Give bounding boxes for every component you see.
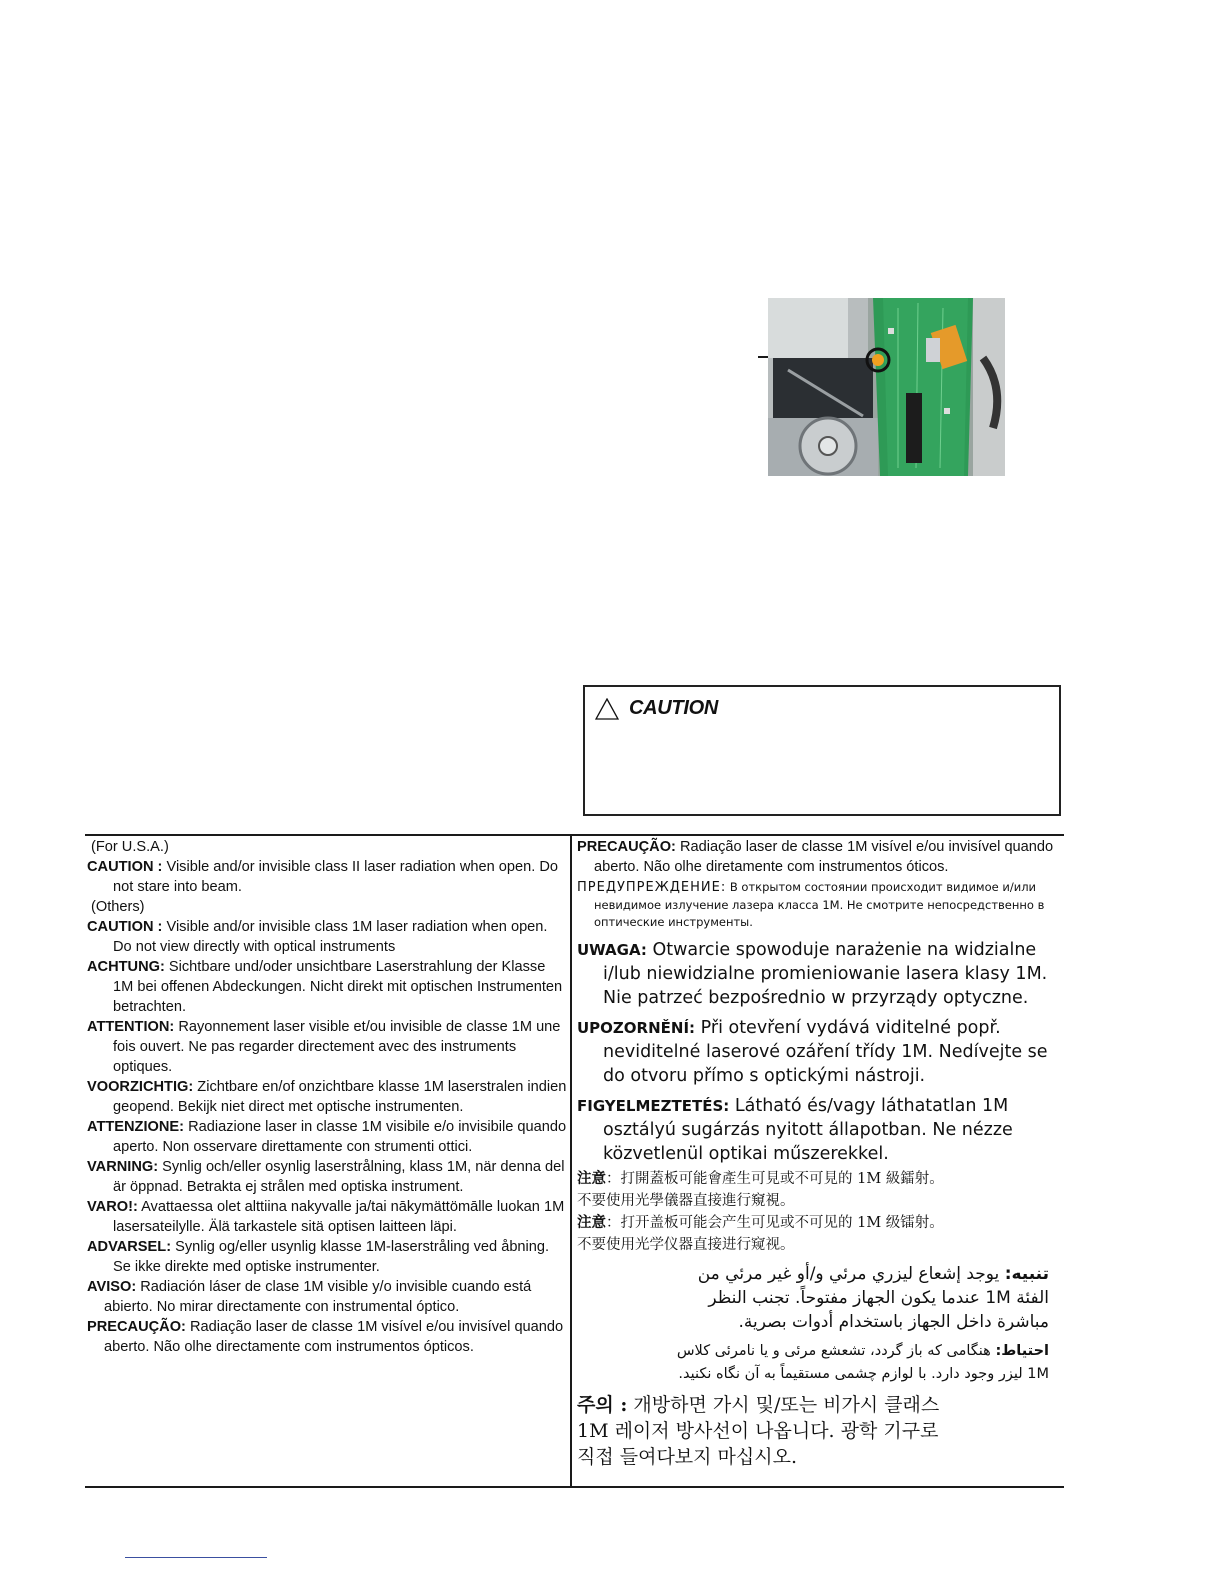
warning-ar <box>577 1262 1063 1334</box>
warning-triangle-icon <box>595 698 619 720</box>
warning-nl: VOORZICHTIG: Zichtbare en/of onzichtbare klasse 1M laserstralen indien geopend. Bekijk niet direct met optische instrumenten. <box>87 1079 567 1115</box>
warning-ko-line2: 1M 레이저 방사선이 나옵니다. 광학 기구로 <box>577 1419 939 1442</box>
table-top-rule <box>85 834 1064 836</box>
left-warning-column <box>87 837 567 1357</box>
warning-fa <box>577 1340 1063 1386</box>
warning-pt-br: PRECAUÇÃO: Radiação laser de classe 1M visível e/ou invisível quando aberto. Não olhe diretamente com instrumentos óticos. <box>577 839 1054 875</box>
warning-es: AVISO: Radiación láser de clase 1M visible y/o invisible cuando está abierto. No mirar directamente con instrumental óptico. <box>87 1279 532 1315</box>
warning-ar-line3: مباشرة داخل الجهاز باستخدام أدوات بصرية. <box>738 1311 1049 1332</box>
footer-link-underline <box>125 1557 267 1558</box>
warning-ru: ПРЕДУПРЕЖДЕНИЕ: В открытом состоянии происходит видимое и/или невидимое излучение лазера класса 1М. Не смотрите непосредственно в оптические инструменты. <box>577 880 1045 929</box>
warning-en: CAUTION : Visible and/or invisible class 1M laser radiation when open. Do not view directly with optical instruments <box>87 919 548 955</box>
warning-sv: VARNING: Synlig och/eller osynlig laserstrålning, klass 1M, när denna del är öppnad. Betrakta ej strålen med optiska instrument. <box>87 1159 565 1195</box>
warning-ko-line1: 주의 : 개방하면 가시 및/또는 비가시 클래스 <box>577 1393 940 1416</box>
warning-hu: FIGYELMEZTETÉS: Látható és/vagy láthatatlan 1M osztályú sugárzás nyitott állapotban. Ne nézze közvetlenül optikai műszerekkel. <box>577 1095 1013 1164</box>
warning-it: ATTENZIONE: Radiazione laser in classe 1M visibile e/o invisibile quando aperto. Non osservare direttamente con strumenti ottici. <box>87 1119 567 1155</box>
warning-fa-line2: 1M لیزر وجود دارد. با لوازم چشمی مستقیماً به آن نگاه نکنید. <box>678 1365 1049 1382</box>
warning-ko-line3: 직접 들여다보지 마십시오. <box>577 1445 798 1468</box>
table-column-divider <box>570 834 572 1488</box>
warning-pl: UWAGA: Otwarcie spowoduje narażenie na widzialne i/lub niewidzialne promieniowanie lasera klasy 1M. Nie patrzeć bezpośrednio w przyrządy optyczne. <box>577 939 1048 1008</box>
warning-zh-cn-line2: 不要使用光学仪器直接进行窥视。 <box>577 1236 795 1253</box>
warning-fa-line1: احتياط: هنگامی که باز گردد، تشعشع مرئی و یا نامرئی کلاس <box>676 1342 1049 1359</box>
caution-box <box>583 685 1061 816</box>
warning-cs: UPOZORNĚNÍ: Při otevření vydává viditelné popř. neviditelné laserové ozáření třídy 1M. Nedívejte se do otvoru přímo s optickými nástroji. <box>577 1017 1048 1086</box>
warning-fi: VARO!: Avattaessa olet alttiina nakyvalle ja/tai nākymättömālle luokan 1M lasersateilylle. Älä tarkastele sitä optisen laitteen läpi. <box>87 1199 565 1235</box>
warning-ar-line2: الفئة 1M عندما يكون الجهاز مفتوحاً. تجنب النظر <box>708 1287 1049 1308</box>
laser-warning-table <box>85 834 1064 1488</box>
warning-ko <box>577 1392 1063 1470</box>
warning-zh-tw-line2: 不要使用光學儀器直接進行窺視。 <box>577 1192 795 1209</box>
region-label-usa: (For U.S.A.) <box>91 839 169 855</box>
warning-pt-eu: PRECAUÇÃO: Radiação laser de classe 1M visível e/ou invisível quando aberto. Não olhe directamente com instrumentos ópticos. <box>87 1319 564 1355</box>
warning-zh-tw-line1: 注意：打開蓋板可能會產生可見或不可見的 1M 級鐳射。 <box>577 1169 944 1187</box>
caution-title: CAUTION <box>629 697 719 719</box>
warning-fr: ATTENTION: Rayonnement laser visible et/ou invisible de classe 1M une fois ouvert. Ne pas regarder directement avec des instruments optiques. <box>87 1019 561 1075</box>
caution-header <box>595 697 718 720</box>
warning-zh-cn-line1: 注意：打开盖板可能会产生可见或不可见的 1M 级镭射。 <box>577 1213 944 1231</box>
warning-da: ADVARSEL: Synlig og/eller usynlig klasse 1M-laserstråling ved åbning. Se ikke direkte med optiske instrumenter. <box>87 1239 550 1275</box>
table-bottom-rule <box>85 1486 1064 1488</box>
right-warning-column <box>577 837 1063 1470</box>
region-label-others: (Others) <box>91 899 145 915</box>
warning-en-usa: CAUTION : Visible and/or invisible class II laser radiation when open. Do not stare into beam. <box>87 859 559 895</box>
pcb-photo <box>768 298 1005 476</box>
warning-ar-line1: تنبيه: يوجد إشعاع ليزري مرئي و/أو غير مرئي من <box>697 1263 1049 1284</box>
warning-de: ACHTUNG: Sichtbare und/oder unsichtbare Laserstrahlung der Klasse 1M bei offenen Abdeckungen. Nicht direkt mit optischen Instrumenten betrachten. <box>87 959 563 1015</box>
